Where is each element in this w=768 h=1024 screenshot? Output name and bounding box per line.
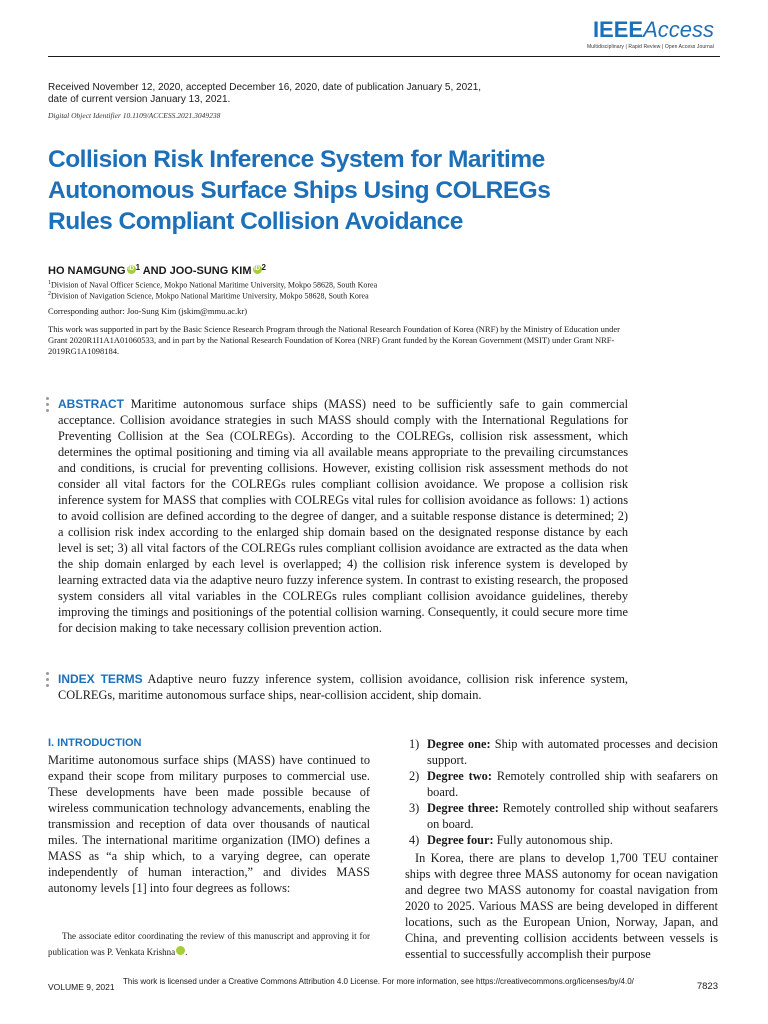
abstract [58, 396, 628, 636]
logo-ieee: IEEE [592, 17, 644, 42]
abstract-text: Maritime autonomous surface ships (MASS) need to be sufficiently safe to gain commercial acceptance. Collision avoidance strategies in such MASS should comply with the International Regulations for Preventing Collision at the Sea (COLREGs). According to the COLREGs, collision risk assessment, which determines the optimal positioning and timing via all available means appropriate to the prevailing circumstances and conditions, is crucial for preventing collisions. However, existing collision risk assessment methods do not consider all vital factors for the COLREGs rules compliant collision avoidance. We propose a collision risk inference system for MASS that complies with COLREGs vital rules for collision avoidance as follows: 1) actions to avoid collision are defined according to the degree of danger, and a suitable response distance is determined; 2) a collision risk index according to the enlarged ship domain based on the designated response distance by each level is set; 3) all vital factors of the COLREGs rules compliant collision avoidance are extracted as the data when the ship domain enlarged by each level is overlapped; 4) the collision risk inference system is developed by learning extracted data via the adaptive neuro fuzzy inference system. In contrast to existing research, the proposed system considers all vital variables in the COLREGs rules compliant collision avoidance guidelines, thereby improving the timings and positionings of the potential collision warning. Consequently, it could secure more time for decision making to take necessary collision prevention action. [58, 397, 628, 635]
index-terms-marker-icon [46, 672, 50, 690]
abstract-label: ABSTRACT [58, 397, 124, 411]
page-number: 7823 [696, 981, 718, 992]
intro-paragraph-2: In Korea, there are plans to develop 1,700 TEU container ships with degree three MASS autonomy for ocean navigation and degree two MASS autonomy for coastal navigation from 2020 to 2025. Various MASS are being developed in different locations, such as the European Union, Norway, Japan, and China, and preventing collision accidents between vessels is essential to successfully accomplish their purpose [405, 851, 718, 961]
abstract-marker-icon [46, 397, 50, 415]
header-divider [48, 56, 720, 57]
orcid-icon[interactable]: iD [254, 266, 260, 272]
paper-title: Collision Risk Inference System for Maritime Autonomous Surface Ships Using COLREGs Rules Compliant Collision Avoidance [48, 146, 551, 235]
affiliation-1: $^1$Division of Naval Officer Science, Mokpo National Maritime University, Mokpo 58628, South Korea [48, 280, 378, 290]
doi[interactable]: Digital Object Identifier 10.1109/ACCESS.2021.3049238 [48, 111, 221, 120]
footer-license: This work is licensed under a Creative Commons Attribution 4.0 License. For more information, see https://creativecommons.org/licenses/by/4.0/ [123, 977, 634, 986]
editor-footnote: The associate editor coordinating the review of this manuscript and approving it for publication was P. Venkata Krishna iD. [48, 931, 370, 957]
corresponding-author: Corresponding author: Joo-Sung Kim (jskim@mmu.ac.kr) [48, 306, 248, 316]
affiliation-2: $^2$Division of Navigation Science, Mokpo National Maritime University, Mokpo 58628, South Korea [48, 291, 369, 301]
author-1: HO NAMGUNG [48, 265, 126, 277]
list-item: 1) Degree one: Ship with automated processes and decision support. [409, 737, 718, 767]
orcid-icon[interactable]: iD [176, 946, 185, 955]
mass-degree-list [405, 736, 718, 848]
author-1-affiliation: 1 [135, 263, 141, 272]
section-heading-introduction: I. INTRODUCTION [48, 737, 142, 749]
right-column [405, 736, 718, 962]
index-terms-label: INDEX TERMS [58, 672, 143, 686]
intro-paragraph: Maritime autonomous surface ships (MASS) have continued to expand their scope from military purposes to commercial use. These developments have been made possible because of wireless communication technology advancements, enabling the transmission and reception of data over thousands of nautical miles. The international maritime organization (IMO) defines a MASS as “a ship which, to a varying degree, can operate independently of human interaction,” and divides MASS autonomy levels [1] into four degrees as follows: [48, 753, 370, 895]
index-terms [58, 671, 628, 703]
logo-tagline: Multidisciplinary | Rapid Review | Open Access Journal [587, 44, 714, 50]
list-item: 2) Degree two: Remotely controlled ship with seafarers on board. [409, 769, 718, 799]
author-2-affiliation: 2 [261, 263, 266, 272]
orcid-icon[interactable]: iD [128, 266, 135, 272]
logo-access: Access [643, 17, 714, 42]
list-item: 3) Degree three: Remotely controlled ship without seafarers on board. [409, 801, 718, 831]
author-2: AND JOO-SUNG KIM [140, 265, 252, 277]
funding-statement: This work was supported in part by the Basic Science Research Program through the National Research Foundation of Korea (NRF) by the Ministry of Education under Grant 2020R1I1A1A01060533, and in part by the National Research Foundation of Korea (NRF) Grant funded by the Korean Government (MSIT) under Grant NRF-2019RG1A1098184. [48, 324, 620, 356]
author-line [48, 263, 266, 277]
journal-logo [587, 18, 714, 50]
index-terms-text: Adaptive neuro fuzzy inference system, collision avoidance, collision risk inference system, COLREGs, maritime autonomous surface ships, near-collision accident, ship domain. [58, 672, 629, 702]
list-item: 4) Degree four: Fully autonomous ship. [409, 833, 613, 847]
received-dates: Received November 12, 2020, accepted December 16, 2020, date of publication January 5, 2021, date of current version January 13, 2021. [48, 82, 482, 105]
footer-volume: VOLUME 9, 2021 [48, 982, 115, 992]
